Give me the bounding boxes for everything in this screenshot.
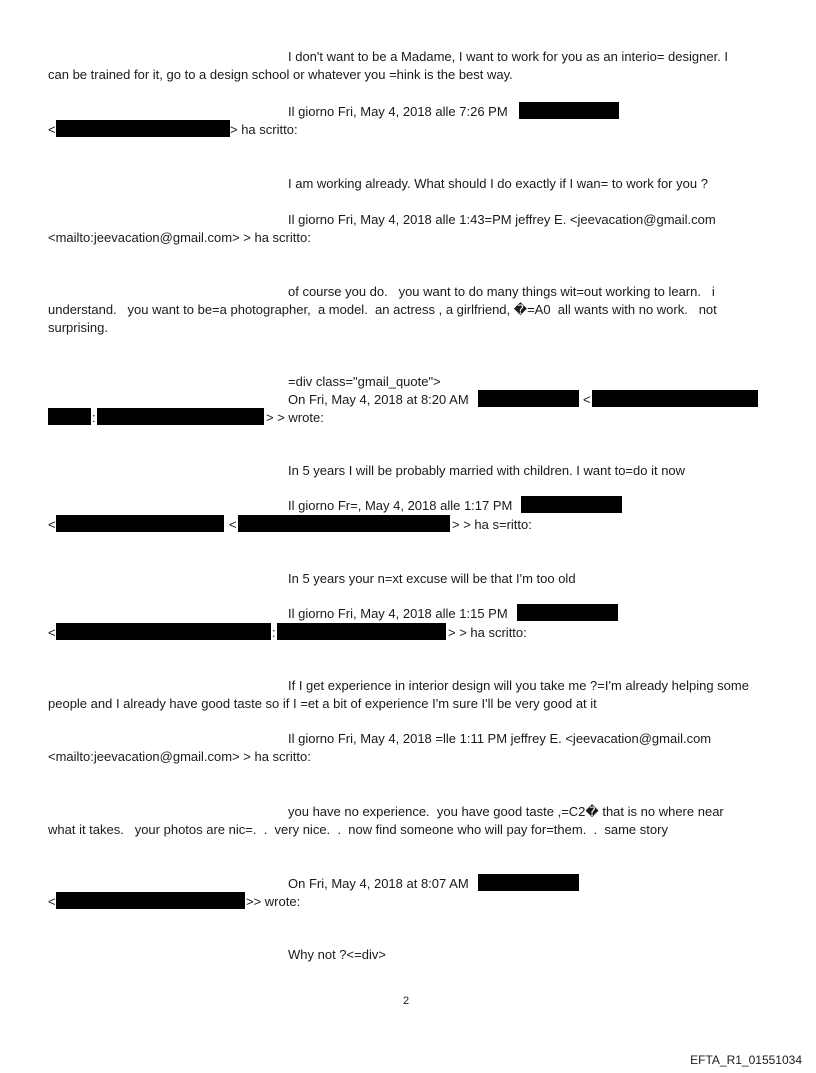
redaction-box [56, 623, 271, 640]
reply-header: >> wrote: [246, 894, 301, 909]
message-text: Why not ?<=div> [288, 947, 386, 962]
message-text: understand. you want to be=a photographer, a model. an actress , a girlfriend, �=A0 all wants with no work. not [48, 302, 717, 317]
reply-header: : [272, 625, 276, 640]
reply-header: < [229, 517, 237, 532]
redaction-box [592, 390, 758, 407]
redaction-box [56, 515, 224, 532]
reply-header: < [583, 392, 591, 407]
message-text: In 5 years your n=xt excuse will be that I'm too old [288, 571, 576, 586]
reply-header: On Fri, May 4, 2018 at 8:07 AM [288, 876, 469, 891]
message-text: In 5 years I will be probably married with children. I want to=do it now [288, 463, 686, 478]
reply-header: Il giorno Fri, May 4, 2018 =lle 1:11 PM jeffrey E. <jeevacation@gmail.com [288, 731, 712, 746]
message-text: people and I already have good taste so if I =et a bit of experience I'm sure I'll be very good at it [48, 696, 597, 711]
message-text: can be trained for it, go to a design school or whatever you =hink is the best way. [48, 67, 513, 82]
reply-header: <mailto:jeevacation@gmail.com> > ha scritto: [48, 230, 311, 245]
redaction-box [238, 515, 450, 532]
redaction-box [56, 120, 230, 137]
reply-header: < [48, 894, 56, 909]
message-text: surprising. [48, 320, 108, 335]
message-text: I don't want to be a Madame, I want to work for you as an interio= designer. I [288, 49, 729, 64]
message-text: what it takes. your photos are nic=. . very nice. . now find someone who will pay for=them. . same story [48, 822, 668, 837]
redaction-box [517, 604, 618, 621]
markup-fragment: =div class="gmail_quote"> [288, 374, 441, 389]
reply-header: > ha scritto: [230, 122, 298, 137]
redaction-box [478, 390, 579, 407]
redaction-box [478, 874, 579, 891]
reply-header: Il giorno Fri, May 4, 2018 alle 1:43=PM jeffrey E. <jeevacation@gmail.com [288, 212, 716, 227]
redaction-box [56, 892, 245, 909]
reply-header: > > ha scritto: [448, 625, 527, 640]
reply-header: Il giorno Fri, May 4, 2018 alle 1:15 PM [288, 606, 508, 621]
reply-header: <mailto:jeevacation@gmail.com> > ha scritto: [48, 749, 311, 764]
redaction-box [521, 496, 622, 513]
reply-header: On Fri, May 4, 2018 at 8:20 AM [288, 392, 469, 407]
page-number: 2 [403, 995, 410, 1007]
message-text: of course you do. you want to do many things wit=out working to learn. i [288, 284, 715, 299]
redaction-box [277, 623, 446, 640]
message-text: you have no experience. you have good taste ,=C2� that is no where near [288, 804, 724, 819]
message-text: I am working already. What should I do exactly if I wan= to work for you ? [288, 176, 708, 191]
reply-header: Il giorno Fr=, May 4, 2018 alle 1:17 PM [288, 498, 513, 513]
redaction-box [519, 102, 619, 119]
reply-header: : [92, 410, 96, 425]
redaction-box [97, 408, 264, 425]
reply-header: < [48, 122, 56, 137]
reply-header: Il giorno Fri, May 4, 2018 alle 7:26 PM [288, 104, 508, 119]
redaction-box [48, 408, 91, 425]
reply-header: < [48, 517, 56, 532]
bates-number: EFTA_R1_01551034 [690, 1053, 802, 1067]
message-text: If I get experience in interior design will you take me ?=I'm already helping some [288, 678, 749, 693]
reply-header: > > ha s=ritto: [452, 517, 532, 532]
reply-header: > > wrote: [266, 410, 324, 425]
reply-header: < [48, 625, 56, 640]
